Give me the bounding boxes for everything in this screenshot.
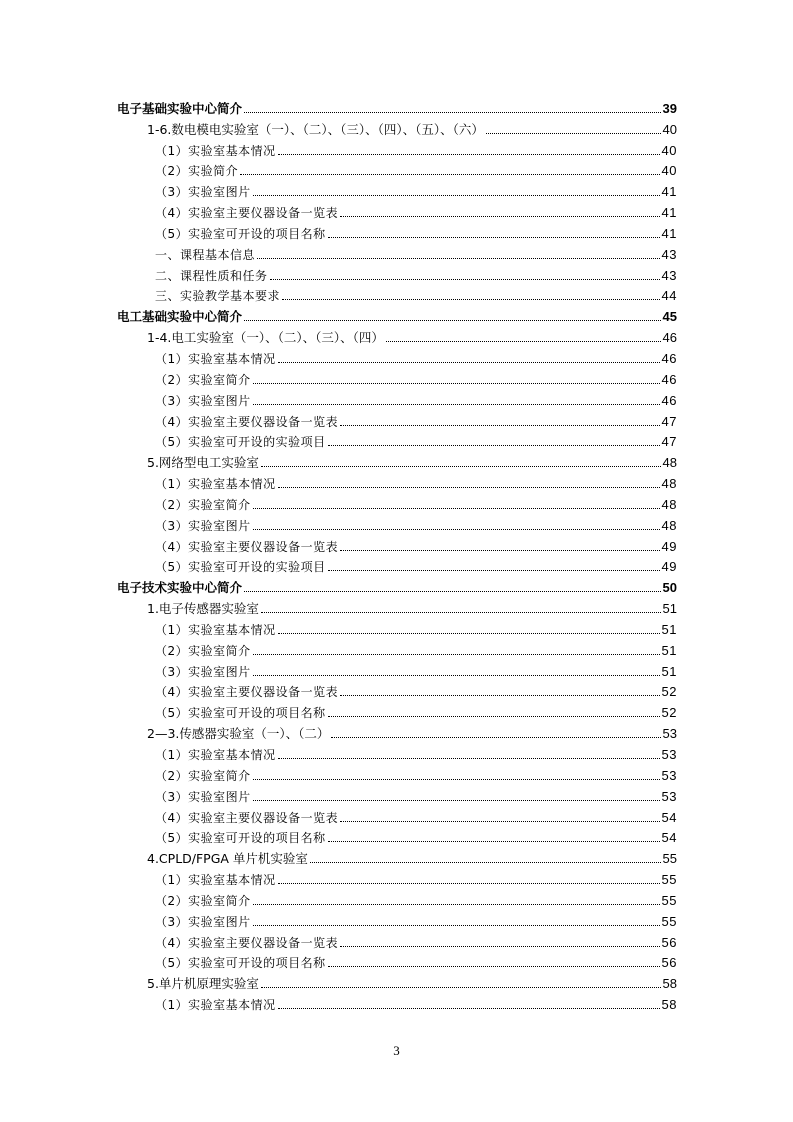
toc-entry-title: （2）实验室简介: [155, 372, 251, 387]
toc-subsection-entry[interactable]: [117, 200, 677, 221]
toc-page-number: 48: [662, 455, 677, 471]
toc-chapter-entry[interactable]: [117, 96, 677, 117]
toc-dot-leader: [340, 425, 659, 426]
toc-entry-title: 1.电子传感器实验室: [147, 601, 259, 617]
toc-dot-leader: [253, 779, 660, 780]
toc-subsection-entry[interactable]: [117, 242, 677, 263]
toc-subsection-entry[interactable]: [117, 346, 677, 367]
toc-page-number: 48: [661, 476, 677, 492]
toc-dot-leader: [244, 112, 661, 113]
toc-page-number: 43: [661, 246, 677, 262]
toc-page-number: 55: [661, 913, 677, 929]
toc-subsection-entry[interactable]: [117, 409, 677, 430]
toc-subsection-entry[interactable]: [117, 513, 677, 534]
toc-dot-leader: [278, 154, 660, 155]
toc-entry-title: （5）实验室可开设的项目名称: [155, 226, 326, 241]
toc-dot-leader: [486, 133, 661, 134]
toc-dot-leader: [261, 612, 661, 613]
toc-entry-title: （4）实验室主要仪器设备一览表: [155, 414, 339, 429]
toc-dot-leader: [278, 1008, 660, 1009]
toc-subsection-entry[interactable]: [117, 221, 677, 242]
toc-entry-title: 一、课程基本信息: [155, 247, 256, 262]
toc-dot-leader: [278, 362, 660, 363]
toc-dot-leader: [328, 716, 660, 717]
toc-subsection-entry[interactable]: [117, 284, 677, 305]
toc-page-number: 48: [661, 517, 677, 533]
toc-entry-title: （3）实验室图片: [155, 789, 251, 804]
toc-page-number: 58: [662, 976, 677, 992]
toc-page-number: 50: [662, 580, 677, 596]
toc-entry-title: （1）实验室基本情况: [155, 143, 276, 158]
toc-page-number: 52: [661, 684, 677, 700]
toc-subsection-entry[interactable]: [117, 867, 677, 888]
toc-dot-leader: [328, 841, 660, 842]
toc-subsection-entry[interactable]: [117, 742, 677, 763]
toc-dot-leader: [253, 654, 660, 655]
toc-subsection-entry[interactable]: [117, 680, 677, 701]
toc-section-entry[interactable]: [117, 596, 677, 617]
toc-page-number: 49: [661, 559, 677, 575]
toc-subsection-entry[interactable]: [117, 534, 677, 555]
toc-dot-leader: [253, 675, 660, 676]
toc-subsection-entry[interactable]: [117, 763, 677, 784]
toc-page-number: 51: [661, 621, 677, 637]
toc-dot-leader: [244, 591, 661, 592]
toc-dot-leader: [253, 383, 660, 384]
toc-dot-leader: [261, 466, 661, 467]
toc-page-number: 46: [662, 330, 677, 346]
toc-entry-title: （3）实验室图片: [155, 518, 251, 533]
toc-dot-leader: [328, 237, 660, 238]
toc-section-entry[interactable]: [117, 325, 677, 346]
toc-page-number: 51: [661, 642, 677, 658]
toc-page-number: 40: [661, 142, 677, 158]
toc-section-entry[interactable]: [117, 117, 677, 138]
toc-entry-title: （1）实验室基本情况: [155, 351, 276, 366]
page-number: 3: [393, 1043, 400, 1058]
toc-entry-title: （1）实验室基本情况: [155, 873, 276, 888]
toc-subsection-entry[interactable]: [117, 430, 677, 451]
toc-dot-leader: [340, 216, 659, 217]
toc-entry-title: 电工基础实验中心简介: [117, 309, 243, 325]
toc-entry-title: （4）实验室主要仪器设备一览表: [155, 810, 339, 825]
toc-page-number: 52: [661, 705, 677, 721]
toc-entry-title: （3）实验室图片: [155, 914, 251, 929]
toc-section-entry[interactable]: [117, 846, 677, 867]
toc-page-number: 41: [661, 184, 677, 200]
toc-page-number: 39: [662, 100, 677, 116]
toc-dot-leader: [340, 946, 659, 947]
toc-page-number: 56: [661, 955, 677, 971]
toc-page-number: 54: [661, 830, 677, 846]
toc-page-number: 41: [661, 225, 677, 241]
toc-dot-leader: [340, 695, 659, 696]
toc-entry-title: 三、实验教学基本要求: [155, 289, 281, 304]
toc-subsection-entry[interactable]: [117, 784, 677, 805]
toc-page-number: 40: [661, 163, 677, 179]
toc-page-number: 46: [661, 350, 677, 366]
table-of-contents: [117, 96, 677, 1013]
toc-page-number: 48: [661, 496, 677, 512]
toc-entry-title: （2）实验室简介: [155, 893, 251, 908]
toc-subsection-entry[interactable]: [117, 263, 677, 284]
toc-dot-leader: [278, 633, 660, 634]
toc-page-number: 40: [662, 121, 677, 137]
toc-dot-leader: [253, 529, 660, 530]
toc-entry-title: （1）实验室基本情况: [155, 622, 276, 637]
toc-page-number: 53: [661, 767, 677, 783]
toc-page-number: 41: [661, 205, 677, 221]
toc-subsection-entry[interactable]: [117, 805, 677, 826]
toc-subsection-entry[interactable]: [117, 700, 677, 721]
toc-dot-leader: [328, 445, 660, 446]
toc-page-number: 56: [661, 934, 677, 950]
toc-entry-title: （4）实验室主要仪器设备一览表: [155, 685, 339, 700]
toc-entry-title: （2）实验室简介: [155, 768, 251, 783]
toc-dot-leader: [261, 987, 661, 988]
toc-chapter-entry[interactable]: [117, 575, 677, 596]
toc-subsection-entry[interactable]: [117, 555, 677, 576]
toc-dot-leader: [386, 341, 661, 342]
toc-dot-leader: [253, 904, 660, 905]
toc-dot-leader: [310, 862, 661, 863]
toc-chapter-entry[interactable]: [117, 304, 677, 325]
toc-dot-leader: [244, 320, 661, 321]
toc-entry-title: （1）实验室基本情况: [155, 477, 276, 492]
toc-entry-title: 电子技术实验中心简介: [117, 580, 243, 596]
toc-subsection-entry[interactable]: [117, 179, 677, 200]
toc-subsection-entry[interactable]: [117, 638, 677, 659]
toc-entry-title: （5）实验室可开设的项目名称: [155, 706, 326, 721]
toc-entry-title: （5）实验室可开设的实验项目: [155, 435, 326, 450]
toc-dot-leader: [240, 174, 659, 175]
toc-dot-leader: [340, 550, 659, 551]
toc-page-number: 51: [661, 663, 677, 679]
toc-entry-title: （3）实验室图片: [155, 393, 251, 408]
toc-entry-title: 1-6.数电模电实验室（一）、（二）、（三）、（四）、（五）、（六）: [147, 121, 484, 137]
toc-dot-leader: [278, 487, 660, 488]
toc-page-number: 53: [661, 747, 677, 762]
toc-entry-title: （4）实验室主要仪器设备一览表: [155, 206, 339, 221]
toc-page-number: 47: [661, 413, 677, 429]
toc-entry-title: 2—3.传感器实验室（一）、（二）: [147, 726, 330, 742]
toc-entry-title: （4）实验室主要仪器设备一览表: [155, 539, 339, 554]
toc-page-number: 46: [661, 371, 677, 387]
toc-entry-title: （5）实验室可开设的实验项目: [155, 560, 326, 575]
toc-subsection-entry[interactable]: [117, 471, 677, 492]
toc-entry-title: （2）实验室简介: [155, 497, 251, 512]
toc-dot-leader: [253, 508, 660, 509]
toc-page-number: 58: [661, 997, 677, 1013]
toc-entry-title: （5）实验室可开设的项目名称: [155, 831, 326, 846]
toc-subsection-entry[interactable]: [117, 367, 677, 388]
toc-subsection-entry[interactable]: [117, 826, 677, 847]
toc-section-entry[interactable]: [117, 971, 677, 992]
toc-page-number: 44: [661, 288, 677, 304]
toc-entry-title: （3）实验室图片: [155, 185, 251, 200]
toc-page-number: 45: [662, 309, 677, 325]
toc-subsection-entry[interactable]: [117, 138, 677, 159]
toc-dot-leader: [278, 883, 660, 884]
toc-entry-title: （1）实验室基本情况: [155, 998, 276, 1013]
toc-page-number: 55: [661, 892, 677, 908]
toc-subsection-entry[interactable]: [117, 492, 677, 513]
toc-section-entry[interactable]: [117, 721, 677, 742]
toc-dot-leader: [340, 821, 659, 822]
toc-dot-leader: [270, 279, 660, 280]
toc-page-number: 54: [661, 809, 677, 825]
toc-dot-leader: [253, 925, 660, 926]
toc-subsection-entry[interactable]: [117, 951, 677, 972]
toc-page-number: 46: [661, 392, 677, 408]
toc-subsection-entry[interactable]: [117, 909, 677, 930]
toc-dot-leader: [328, 570, 660, 571]
toc-entry-title: （4）实验室主要仪器设备一览表: [155, 935, 339, 950]
toc-subsection-entry[interactable]: [117, 992, 677, 1013]
toc-dot-leader: [331, 737, 660, 738]
toc-entry-title: 4.CPLD/FPGA 单片机实验室: [147, 851, 308, 867]
toc-entry-title: （3）实验室图片: [155, 664, 251, 679]
toc-subsection-entry[interactable]: [117, 617, 677, 638]
toc-page-number: 53: [662, 726, 677, 742]
toc-page-number: 43: [661, 267, 677, 283]
toc-page-number: 47: [661, 434, 677, 450]
toc-page-number: 51: [662, 601, 677, 617]
toc-subsection-entry[interactable]: [117, 930, 677, 951]
toc-dot-leader: [253, 195, 660, 196]
toc-entry-title: 5.单片机原理实验室: [147, 976, 259, 992]
toc-page-number: 49: [661, 538, 677, 554]
toc-entry-title: （5）实验室可开设的项目名称: [155, 956, 326, 971]
toc-subsection-entry[interactable]: [117, 659, 677, 680]
toc-dot-leader: [253, 800, 660, 801]
toc-entry-title: 1-4.电工实验室（一）、（二）、（三）、（四）: [147, 330, 384, 346]
toc-dot-leader: [328, 966, 660, 967]
toc-dot-leader: [282, 299, 660, 300]
toc-entry-title: （2）实验室简介: [155, 643, 251, 658]
toc-dot-leader: [253, 404, 660, 405]
toc-entry-title: 二、课程性质和任务: [155, 268, 268, 283]
toc-entry-title: （2）实验简介: [155, 164, 239, 179]
toc-subsection-entry[interactable]: [117, 888, 677, 909]
toc-dot-leader: [278, 758, 660, 759]
toc-page-number: 55: [661, 872, 677, 888]
toc-entry-title: 5.网络型电工实验室: [147, 455, 259, 471]
toc-subsection-entry[interactable]: [117, 159, 677, 180]
toc-page-number: 53: [661, 788, 677, 804]
toc-entry-title: 电子基础实验中心简介: [117, 100, 243, 116]
toc-subsection-entry[interactable]: [117, 388, 677, 409]
toc-dot-leader: [257, 258, 660, 259]
toc-section-entry[interactable]: [117, 450, 677, 471]
toc-entry-title: （1）实验室基本情况: [155, 748, 276, 762]
toc-page-number: 55: [662, 851, 677, 867]
